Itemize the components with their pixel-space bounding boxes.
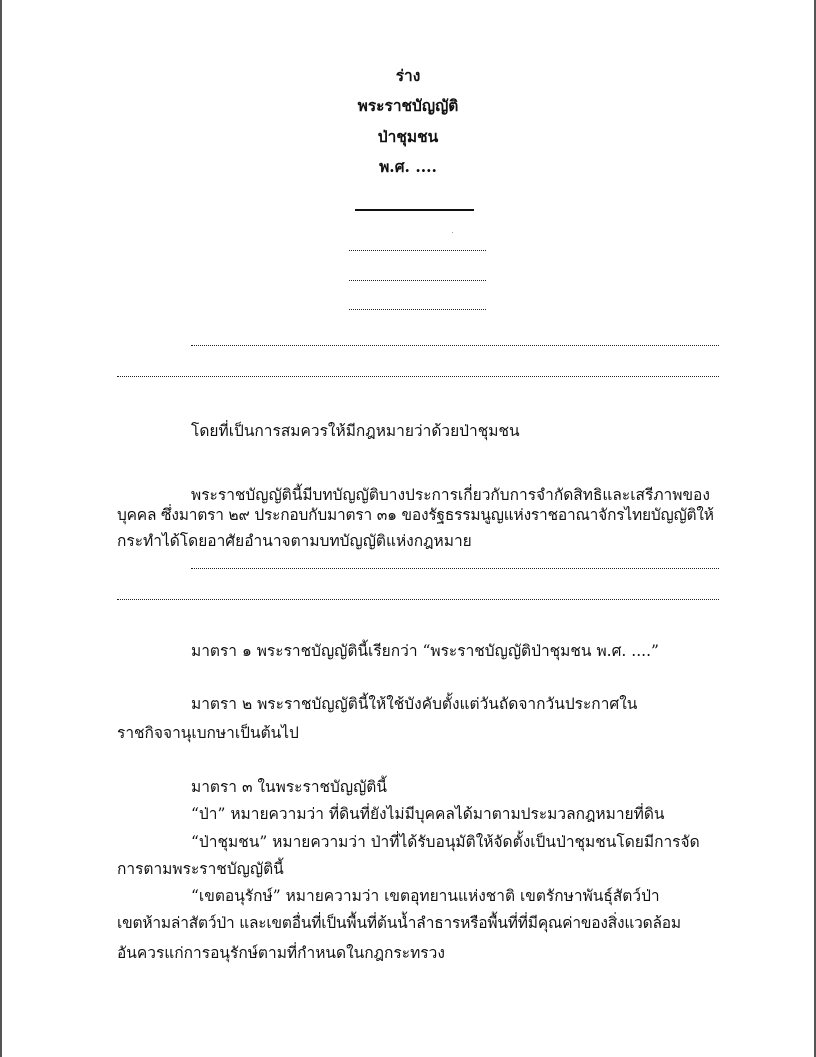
definition-conservation-line-3: อันควรแก่การอนุรักษ์ตามที่กำหนดในกฎกระทรวง — [117, 944, 445, 962]
signature-placeholder-3 — [349, 307, 486, 310]
section-3: มาตรา ๓ ในพระราชบัญญัตินี้ — [191, 778, 387, 796]
draft-label: ร่าง — [395, 66, 421, 85]
definition-conservation-line-1: “เขตอนุรักษ์” หมายความว่า เขตอุทยานแห่งชาติ เขตรักษาพันธุ์สัตว์ป่า — [191, 887, 660, 905]
promulgation-dotted-line-1 — [191, 343, 719, 346]
section-2-line-2: ราชกิจจานุเบกษาเป็นต้นไป — [117, 724, 299, 742]
preamble-rights-line-1: พระราชบัญญัตินี้มีบทบัญญัติบางประการเกี่ยวกับการจำกัดสิทธิและเสรีภาพของ — [191, 486, 710, 504]
promulgation-dotted-line-2 — [117, 374, 719, 377]
definition-community-forest-line-2: การตามพระราชบัญญัตินี้ — [117, 860, 284, 878]
preamble-rights-line-2: บุคคล ซึ่งมาตรา ๒๙ ประกอบกับมาตรา ๓๑ ของรัฐธรรมนูญแห่งราชอาณาจักรไทยบัญญัติให้ — [117, 506, 714, 524]
title-divider — [355, 209, 474, 211]
act-subject: ป่าชุมชน — [377, 127, 439, 146]
section-1: มาตรา ๑ พระราชบัญญัตินี้เรียกว่า “พระราชบัญญัติป่าชุมชน พ.ศ. ....” — [191, 642, 659, 660]
preamble-dotted-line-1 — [191, 566, 719, 569]
preamble-reason: โดยที่เป็นการสมควรให้มีกฎหมายว่าด้วยป่าชุมชน — [191, 422, 520, 440]
signature-placeholder-2 — [349, 278, 486, 281]
scan-speck — [452, 232, 453, 233]
act-title: พระราชบัญญัติ — [357, 96, 459, 115]
preamble-rights-line-3: กระทำได้โดยอาศัยอำนาจตามบทบัญญัติแห่งกฎหมาย — [117, 532, 472, 550]
act-year: พ.ศ. .... — [379, 157, 437, 176]
definition-forest: “ป่า” หมายความว่า ที่ดินที่ยังไม่มีบุคคลได้มาตามประมวลกฎหมายที่ดิน — [191, 805, 665, 823]
definition-conservation-line-2: เขตห้ามล่าสัตว์ป่า และเขตอื่นที่เป็นพื้นที่ต้นน้ำลำธารหรือพื้นที่ที่มีคุณค่าของสิ่งแวดล้อม — [117, 914, 681, 932]
definition-community-forest-line-1: “ป่าชุมชน” หมายความว่า ป่าที่ได้รับอนุมัติให้จัดตั้งเป็นป่าชุมชนโดยมีการจัด — [191, 833, 700, 851]
signature-placeholder-1 — [349, 248, 486, 251]
section-2-line-1: มาตรา ๒ พระราชบัญญัตินี้ให้ใช้บังคับตั้งแต่วันถัดจากวันประกาศใน — [191, 695, 638, 713]
preamble-dotted-line-2 — [117, 597, 719, 600]
